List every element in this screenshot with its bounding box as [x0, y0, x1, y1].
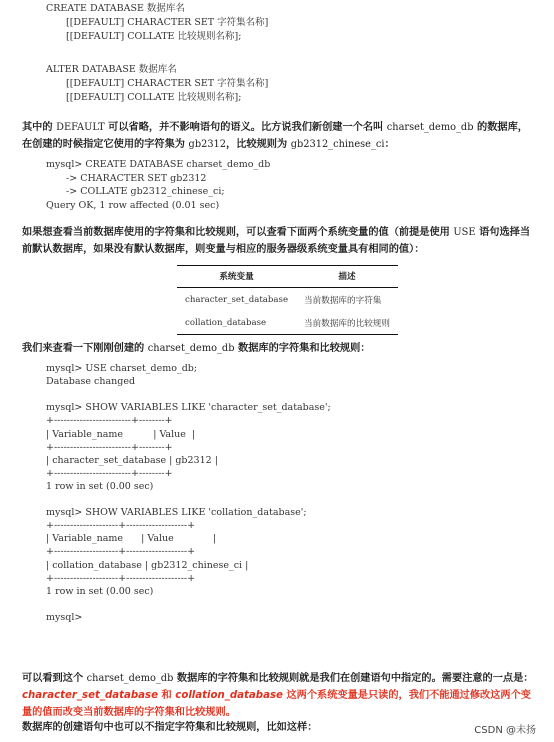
highlight-variable: collation_database	[175, 690, 283, 701]
text-segment: 语句选择当前默认数据库，如果没有默认数据库，则变量与相应的服务器级系统变量具有相同的值）：	[22, 227, 531, 255]
code-line: 1 row in set (0.00 sec)	[46, 585, 154, 597]
code-line: [[DEFAULT] COLLATE 比较规则名称];	[66, 31, 242, 42]
table-row	[177, 288, 398, 312]
code-line: Query OK, 1 row affected (0.01 sec)	[46, 199, 220, 211]
code-line: -> COLLATE gb2312_chinese_ci;	[66, 186, 225, 197]
highlight-variable: character_set_database	[22, 690, 158, 701]
csdn-watermark: CSDN @未扬	[474, 725, 536, 736]
code-line: +--------------------+-------------------+	[46, 572, 196, 584]
code-line: [[DEFAULT] CHARACTER SET 字符集名称]	[66, 17, 269, 28]
table-header-cell: 描述	[296, 266, 398, 288]
code-line: -> CHARACTER SET gb2312	[66, 172, 207, 184]
inline-code: gb2312	[188, 139, 227, 150]
table-header-cell: 系统变量	[177, 266, 296, 288]
inline-code: charset_demo_db	[147, 343, 235, 354]
table-cell: 当前数据库的比较规则	[296, 311, 398, 335]
text-segment: ：	[384, 139, 395, 150]
code-block-show-variables	[0, 363, 554, 633]
system-variables-table	[177, 265, 398, 335]
highlight-text: 和	[158, 690, 176, 701]
code-line: | collation_database | gb2312_chinese_ci |	[46, 559, 249, 571]
paragraph-system-variables	[22, 224, 537, 258]
paragraph-lookup	[22, 340, 537, 357]
code-line: | Variable_name | Value |	[46, 533, 217, 545]
text-segment: 可以看到这个	[22, 673, 87, 684]
code-block-create-example	[0, 159, 554, 211]
code-line: [[DEFAULT] COLLATE 比较规则名称];	[66, 92, 242, 103]
code-line: +------------------------+--------+	[46, 467, 173, 479]
paragraph-last	[22, 719, 537, 736]
code-line: | Variable_name | Value |	[46, 428, 196, 440]
table-header-row	[177, 266, 398, 288]
text-segment: 如果想查看当前数据库使用的字符集和比较规则，可以查看下面两个系统变量的值（前提是使用	[22, 227, 454, 238]
text-segment: 数据库的字符集和比较规则：	[234, 343, 371, 354]
text-segment: 其中的	[22, 122, 57, 133]
inline-code: USE	[453, 227, 476, 238]
code-line: CREATE DATABASE 数据库名	[46, 3, 185, 14]
code-line: | character_set_database | gb2312 |	[46, 454, 218, 466]
code-line: mysql> USE charset_demo_db;	[46, 363, 198, 374]
inline-code: gb2312_chinese_ci	[290, 139, 385, 150]
code-line: 1 row in set (0.00 sec)	[46, 480, 154, 492]
code-line: +--------------------+-------------------+	[46, 520, 196, 532]
code-line: +------------------------+--------+	[46, 415, 173, 427]
text-segment: 数据库的字符集和比较规则就是我们在创建语句中指定的。需要注意的一点是：	[173, 673, 534, 684]
table-row	[177, 311, 398, 335]
code-line: mysql> CREATE DATABASE charset_demo_db	[46, 159, 271, 170]
code-line: mysql> SHOW VARIABLES LIKE 'collation_database';	[46, 507, 307, 519]
code-line: +------------------------+--------+	[46, 441, 173, 453]
table-cell: collation_database	[177, 311, 296, 335]
text-segment: 的数据库，在创建的时候指定它使用的字符集为	[22, 122, 528, 150]
text-segment: 可以省略，并不影响语句的语义。比方说我们新创建一个名叫	[104, 122, 387, 133]
code-line: mysql> SHOW VARIABLES LIKE 'character_set_database';	[46, 402, 331, 414]
text-segment: 数据库的创建语句中也可以不指定字符集和比较规则，比如这样：	[22, 722, 318, 733]
inline-code: DEFAULT	[56, 122, 105, 133]
paragraph-conclusion	[22, 670, 537, 721]
code-line: +--------------------+-------------------+	[46, 546, 196, 558]
table-cell: character_set_database	[185, 295, 289, 305]
paragraph-default-explanation	[22, 119, 537, 153]
text-segment: 我们来查看一下刚刚创建的	[22, 343, 148, 354]
highlight-text: 这两个系统变量是只读的，我们不能通过修改这两个变量的值而改变当前数据库的字符集和比较规则。	[22, 690, 531, 718]
inline-code: charset_demo_db	[86, 673, 174, 684]
text-segment: ，比较规则为	[226, 139, 291, 150]
code-line: mysql>	[46, 611, 83, 623]
code-line: Database changed	[46, 376, 136, 388]
code-block-alter	[0, 64, 554, 104]
code-block-create	[0, 3, 554, 43]
code-line: ALTER DATABASE 数据库名	[46, 64, 177, 75]
code-line: [[DEFAULT] CHARACTER SET 字符集名称]	[66, 78, 269, 89]
table-cell: 当前数据库的字符集	[304, 296, 382, 306]
inline-code: charset_demo_db	[386, 122, 474, 133]
